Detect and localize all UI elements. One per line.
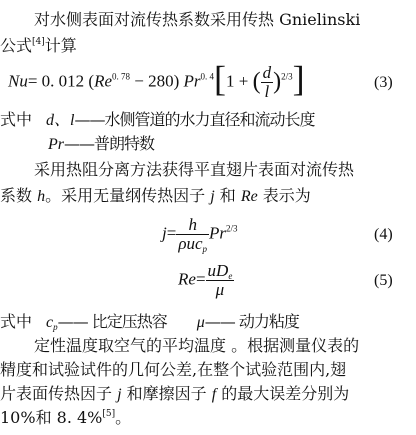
j-symbol: j	[162, 223, 167, 243]
eq4-denominator	[176, 235, 209, 253]
eq5-denominator: μ	[215, 280, 225, 299]
equation-number-5: (5)	[374, 272, 393, 289]
error-text-prefix: 片表面传热因子	[0, 384, 118, 403]
re-lhs-symbol: Re	[178, 269, 196, 289]
pr-symbol: Pr	[183, 71, 201, 91]
paragraph-error-line4	[0, 408, 131, 428]
d-over-l-fraction	[261, 64, 274, 101]
paragraph-error-line1: 定性温度取空气的平均温度 。根据测量仪表的	[34, 336, 360, 355]
eq5-num-main: uD	[207, 261, 229, 280]
paragraph-error-line3	[0, 384, 349, 405]
variables-d-l: d、l	[46, 112, 75, 129]
variable-mu: μ	[196, 314, 205, 331]
right-paren: )	[273, 68, 282, 95]
paragraph-method-line2	[0, 186, 311, 207]
cp-main: c	[46, 314, 54, 331]
method-text-prefix: 系数	[0, 186, 38, 205]
eq4-pr-symbol: Pr	[209, 223, 227, 243]
eq5-numerator	[206, 262, 235, 281]
paragraph-intro-line2	[0, 36, 77, 56]
cp-sub: p	[53, 322, 58, 332]
pr-exponent: 0. 4	[200, 71, 215, 82]
eq4-exponent: 2/3	[226, 223, 238, 234]
symbol-j-2: j	[117, 386, 122, 403]
error-text-suffix: 的最大误差分别为	[216, 384, 350, 403]
left-paren: (	[252, 68, 261, 95]
one-plus: 1 +	[226, 71, 253, 91]
intro-text: 对水侧表面对流传热系数采用传热 Gnielinski	[34, 10, 361, 29]
eq3-minus: − 280)	[130, 71, 184, 91]
where-clause-3	[0, 312, 299, 333]
symbol-re: Re	[240, 188, 258, 205]
u-de-over-mu-fraction	[206, 262, 235, 299]
error-text-mid: 和摩擦因子	[121, 384, 212, 403]
variable-cp	[46, 314, 58, 331]
method-text-mid: 。采用无量纲传热因子	[45, 186, 211, 205]
equation-number-3: (3)	[374, 74, 393, 91]
eq5-equals: =	[195, 269, 206, 289]
paragraph-error-line2: 精度和试验试件的几何公差,在整个试验范围内,翅	[0, 360, 347, 379]
where-label-2: 式中	[0, 312, 33, 331]
paragraph-intro-line1	[34, 10, 360, 30]
eq4-numerator: h	[176, 216, 209, 235]
mu-description: —— 动力粘度	[204, 312, 299, 331]
equation-5	[178, 262, 234, 299]
where-clause-1	[0, 110, 314, 131]
error-text-end: 。	[115, 408, 132, 427]
variable-pr: Pr	[48, 136, 64, 153]
equation-4	[162, 216, 238, 253]
where-clause-2	[48, 134, 154, 155]
fraction-denominator: l	[264, 82, 270, 101]
symbol-f: f	[211, 386, 217, 403]
left-bracket: [	[214, 58, 227, 99]
intro-text-prefix: 公式	[0, 36, 33, 55]
equation-number-4: (4)	[374, 226, 393, 243]
citation-ref-2: [5]	[102, 409, 116, 419]
method-text-suffix: 表示为	[257, 186, 311, 205]
symbol-h: h	[37, 188, 46, 205]
where-desc-2: ——普朗特数	[64, 134, 155, 153]
nu-symbol: Nu	[8, 71, 28, 91]
method-text-and: 和	[214, 186, 241, 205]
re-symbol: Re	[94, 71, 113, 91]
cp-description: —— 比定压热容	[57, 312, 167, 331]
where-label: 式中	[0, 110, 33, 129]
eq3-part1: = 0. 012 (	[27, 71, 95, 91]
citation-ref: [4]	[32, 37, 45, 47]
h-over-rho-u-cp-fraction	[176, 216, 209, 253]
symbol-j: j	[210, 188, 215, 205]
re-exponent: 0. 78	[112, 71, 131, 82]
eq4-den-main: ρuc	[178, 234, 203, 253]
eq4-equals: =	[166, 223, 177, 243]
error-values: 10%和 8. 4%	[0, 408, 103, 427]
intro-text-suffix: 计算	[44, 36, 77, 55]
eq5-num-sub: e	[228, 271, 233, 281]
fraction-numerator: d	[262, 63, 272, 82]
equation-3	[8, 58, 305, 101]
eq4-den-sub: p	[202, 244, 208, 254]
right-bracket: ]	[292, 58, 305, 99]
where-desc-1: ——水侧管道的水力直径和流动长度	[74, 110, 315, 129]
paragraph-method-line1: 采用热阻分离方法获得平直翅片表面对流传热	[34, 160, 355, 179]
fraction-exponent: 2/3	[281, 71, 293, 82]
